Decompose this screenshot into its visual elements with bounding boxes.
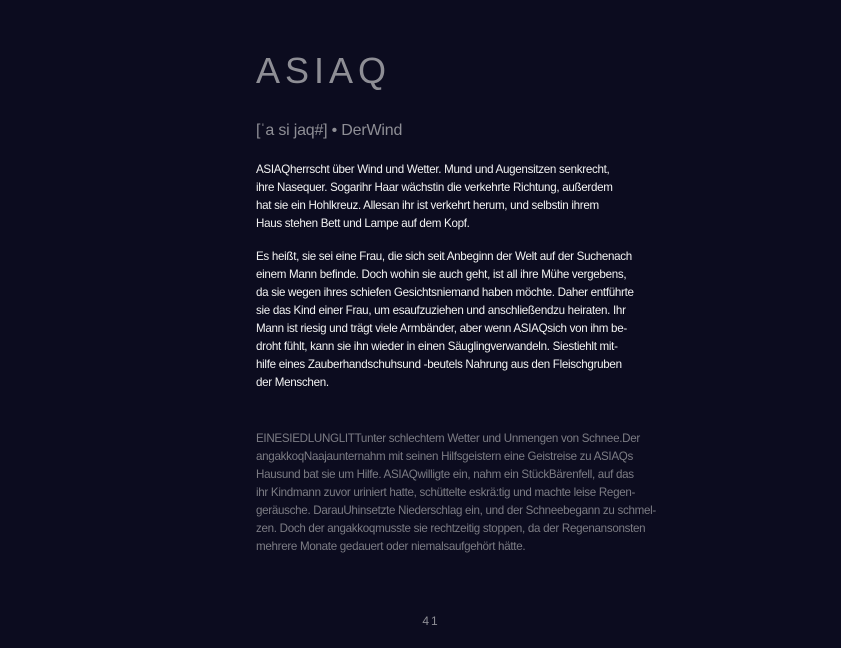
page-title: ASIAQ [256, 50, 392, 91]
text-line: EINESIEDLUNGLITTunter schlechtem Wetter und Unmengen von Schnee.Der [256, 432, 640, 445]
text-line: Hausund bat sie um Hilfe. ASIAQwilligte ein, nahm ein StückBärenfell, auf das [256, 468, 634, 481]
pronunciation-subtitle: [ˈa si jaq#] • DerWind [256, 122, 403, 139]
text-line: mehrere Monate gedauert oder niemalsaufgehört hätte. [256, 540, 526, 553]
text-line: hilfe eines Zauberhandschuhsund -beutels Nahrung aus den Fleischgruben [256, 358, 622, 371]
story-paragraph [256, 248, 638, 392]
page-number: 41 [422, 614, 440, 628]
description-paragraph [256, 161, 638, 233]
text-line: ASIAQherrscht über Wind und Wetter. Mund und Augensitzen senkrecht, [256, 163, 610, 176]
text-line: angakkoqNaajaunternahm mit seinen Hilfsgeistern eine Geistreise zu ASIAQs [256, 450, 634, 463]
text-line: da sie wegen ihres schiefen Gesichtsniemand haben möchte. Daher entführte [256, 286, 634, 299]
text-line: Mann ist riesig und trägt viele Armbänder, aber wenn ASIAQsich von ihm be- [256, 322, 627, 335]
text-line: einem Mann befinde. Doch wohin sie auch geht, ist all ihre Mühe vergebens, [256, 268, 627, 281]
text-line: zen. Doch der angakkoqmusste sie rechtzeitig stoppen, da der Regenansonsten [256, 522, 646, 535]
text-line: hat sie ein Hohlkreuz. Allesan ihr ist verkehrt herum, und selbstin ihrem [256, 199, 599, 212]
text-line: Es heißt, sie sei eine Frau, die sich seit Anbeginn der Welt auf der Suchenach [256, 250, 632, 263]
text-line: der Menschen. [256, 376, 329, 389]
text-line: ihr Kindmann zuvor uriniert hatte, schüttelte eskrä:tig und machte leise Regen- [256, 486, 636, 499]
text-line: droht fühlt, kann sie ihn wieder in einen Säuglingverwandeln. Siestiehlt mit- [256, 340, 618, 353]
legend-paragraph [256, 430, 656, 556]
text-line: ihre Nasequer. Sogarihr Haar wächstin die verkehrte Richtung, außerdem [256, 181, 613, 194]
text-line: geräusche. DarauUhinsetzte Niederschlag ein, und der Schneebegann zu schmel- [256, 504, 656, 517]
text-line: Haus stehen Bett und Lampe auf dem Kopf. [256, 217, 470, 230]
text-line: sie das Kind einer Frau, um esaufzuziehen und anschließendzu heiraten. Ihr [256, 304, 626, 317]
